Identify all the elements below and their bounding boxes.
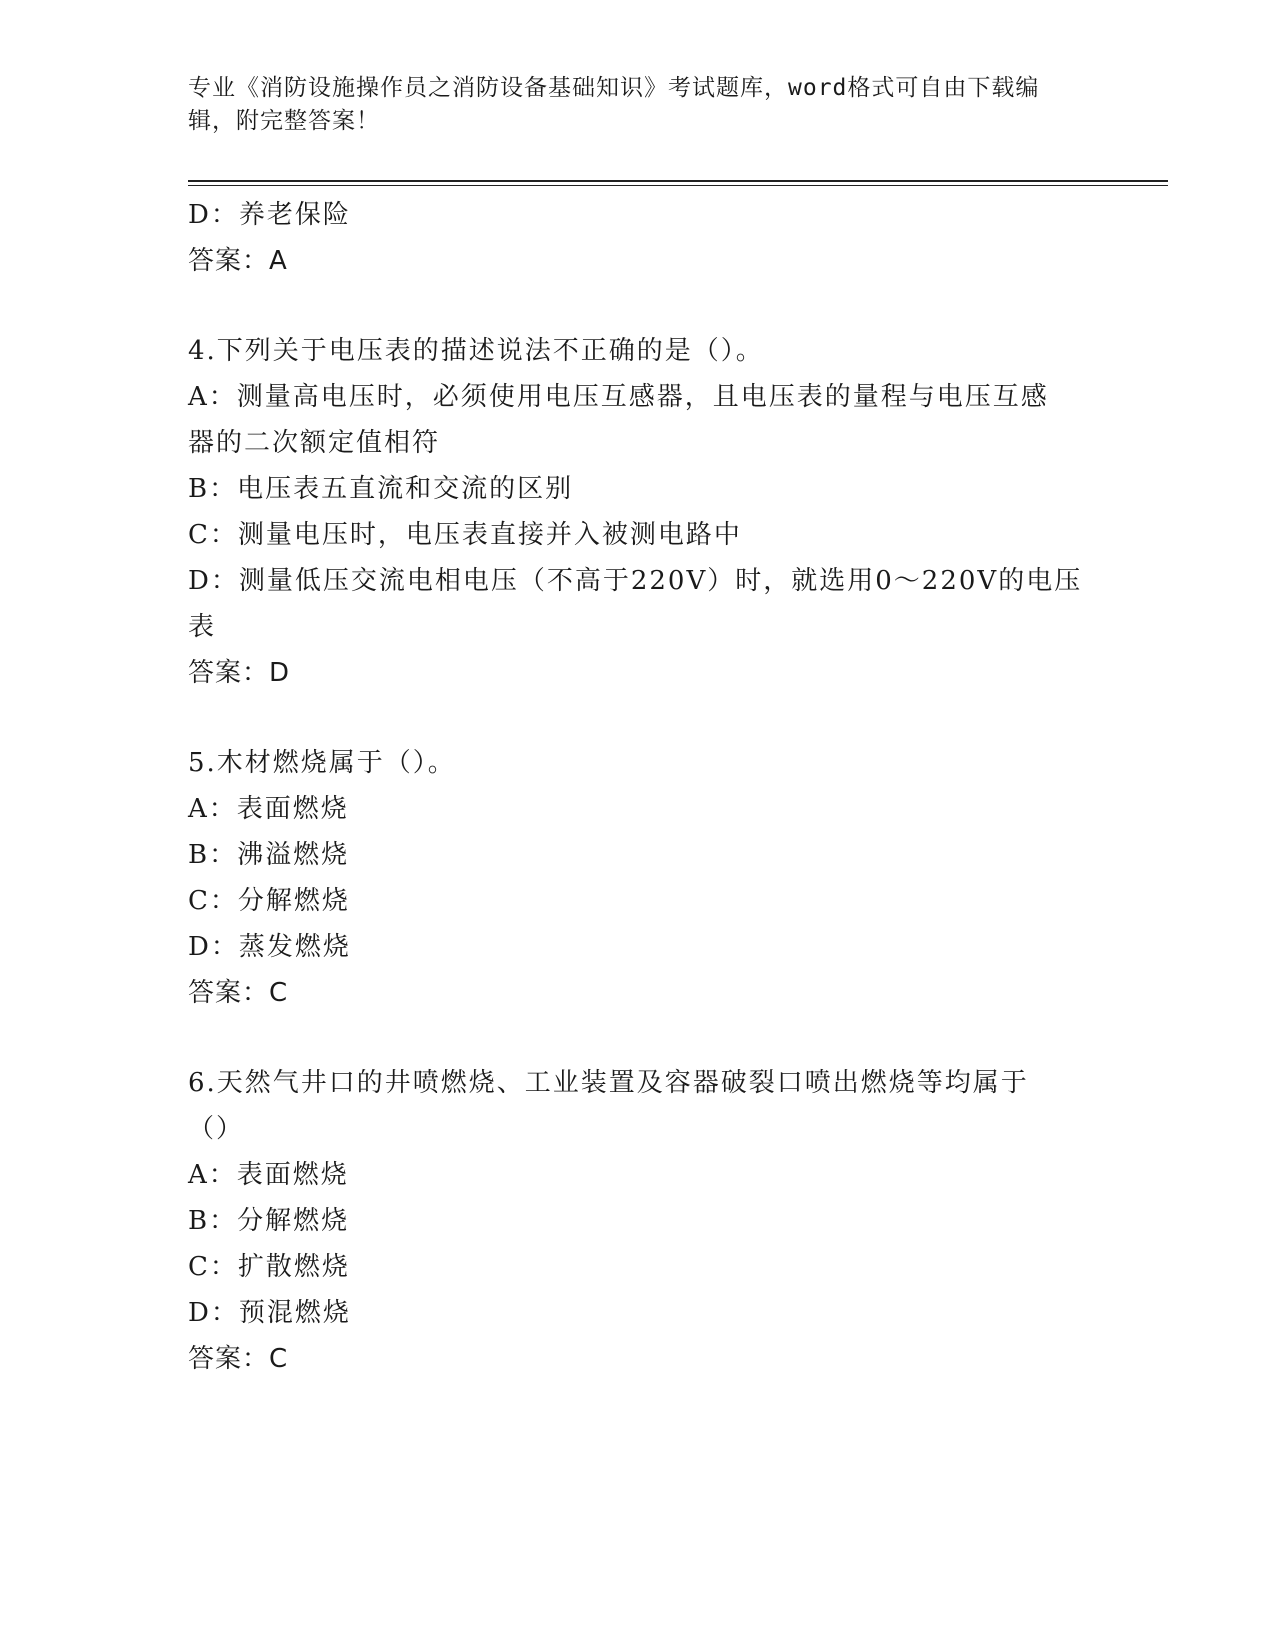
answer-text: 答案：C [188,978,289,1008]
answer-text: 答案：A [188,246,288,276]
option-d: D：蒸发燃烧 [188,932,351,962]
option-a-line-2: 器的二次额定值相符 [188,428,441,458]
question-6 [188,1060,1088,1382]
option-b: B：电压表五直流和交流的区别 [188,474,574,504]
option-b: B：沸溢燃烧 [188,840,350,870]
option-a: A：表面燃烧 [188,1160,349,1190]
spacer [188,1016,1088,1060]
question-stem: 5.木材燃烧属于（）。 [188,748,456,778]
option-a-line-1: A：测量高电压时，必须使用电压互感器，且电压表的量程与电压互感 [188,382,1049,412]
option-c: C：测量电压时，电压表直接并入被测电路中 [188,520,742,550]
option-c: C：扩散燃烧 [188,1252,350,1282]
document-header [188,72,1088,138]
question-list [188,192,1088,1382]
question-stem-line-1: 6.天然气井口的井喷燃烧、工业装置及容器破裂口喷出燃烧等均属于 [188,1068,1029,1098]
question-stem: 4.下列关于电压表的描述说法不正确的是（）。 [188,336,764,366]
header-divider-thin [188,185,1168,186]
spacer [188,284,1088,328]
answer-text: 答案：C [188,1344,289,1374]
option-d-line-2: 表 [188,612,217,642]
option-a: A：表面燃烧 [188,794,349,824]
question-stem-line-2: （） [188,1114,245,1144]
question-5 [188,740,1088,1016]
header-divider-thick [188,180,1168,182]
header-line-1: 专业《消防设施操作员之消防设备基础知识》考试题库，word格式可自由下载编 [188,75,1040,101]
question-3-tail [188,192,1088,284]
option-b: B：分解燃烧 [188,1206,350,1236]
header-line-2: 辑，附完整答案！ [188,108,380,134]
option-d-line-1: D：测量低压交流电相电压（不高于220V）时，就选用0～220V的电压 [188,566,1083,596]
option-d: D：预混燃烧 [188,1298,351,1328]
option-d: D：养老保险 [188,200,351,230]
answer-text: 答案：D [188,658,291,688]
spacer [188,696,1088,740]
option-c: C：分解燃烧 [188,886,350,916]
question-4 [188,328,1088,696]
